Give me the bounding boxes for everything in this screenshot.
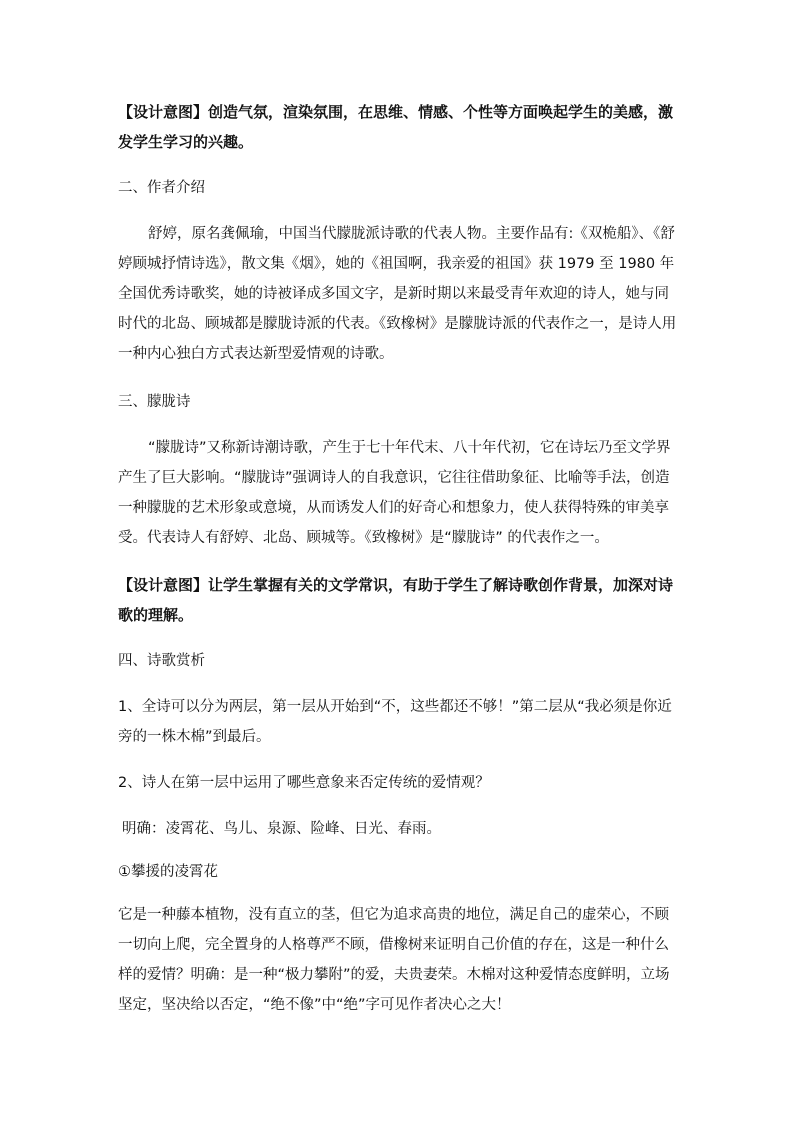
question-2-paragraph: 2、诗人在第一层中运用了哪些意象来否定传统的爱情观？ <box>118 775 490 791</box>
design-intent-paragraph-2: 【设计意图】让学生掌握有关的文学常识，有助于学生了解诗歌创作背景，加深对诗歌的理解。 <box>118 576 674 624</box>
section-heading-author-intro: 二、作者介绍 <box>118 180 205 196</box>
section-heading-poem-appreciation: 四、诗歌赏析 <box>118 653 205 669</box>
answer-2-paragraph: 明确：凌霄花、鸟儿、泉源、险峰、日光、春雨。 <box>122 821 441 837</box>
item-1-heading: ①攀援的凌霄花 <box>118 864 218 880</box>
author-intro-paragraph: 舒婷，原名龚佩瑜，中国当代朦胧派诗歌的代表人物。主要作品有:《双桅船》、《舒婷顾城抒情诗选》，散文集《烟》，她的《祖国啊，我亲爱的祖国》获 1979 至 1980 年全国优秀诗歌奖，她的诗被译成多国文字，是新时期以来最受青年欢迎的诗人，她与同时代的北岛、顾城都是朦胧诗派的代表。《致橡树》是朦胧诗派的代表作之一，是诗人用一种内心独白方式表达新型爱情观的诗歌。 <box>118 226 677 362</box>
question-1-paragraph: 1、全诗可以分为两层，第一层从开始到“不，这些都还不够！”第二层从“我必须是你近旁的一株木棉”到最后。 <box>118 699 672 745</box>
misty-poetry-paragraph: “朦胧诗”又称新诗潮诗歌，产生于七十年代末、八十年代初，它在诗坛乃至文学界产生了巨大影响。“朦胧诗”强调诗人的自我意识，它往往借助象征、比喻等手法，创造一种朦胧的艺术形象或意境，从而诱发人们的好奇心和想象力，使人获得特殊的审美享受。代表诗人有舒婷、北岛、顾城等。《致橡树》是“朦胧诗” 的代表作之一。 <box>118 440 671 546</box>
section-heading-misty-poetry: 三、朦胧诗 <box>118 394 191 410</box>
item-1-body-paragraph: 它是一种藤本植物，没有直立的茎，但它为追求高贵的地位，满足自己的虚荣心，不顾一切向上爬，完全置身的人格尊严不顾，借橡树来证明自己价值的存在，这是一种什么样的爱情？明确：是一种“极力攀附”的爱，夫贵妻荣。木棉对这种爱情态度鲜明，立场坚定，坚决给以否定，“绝不像”中“绝”字可见作者决心之大！ <box>118 907 670 1013</box>
design-intent-paragraph-1: 【设计意图】创造气氛，渲染氛围，在思维、情感、个性等方面唤起学生的美感，激发学生学习的兴趣。 <box>118 103 674 151</box>
